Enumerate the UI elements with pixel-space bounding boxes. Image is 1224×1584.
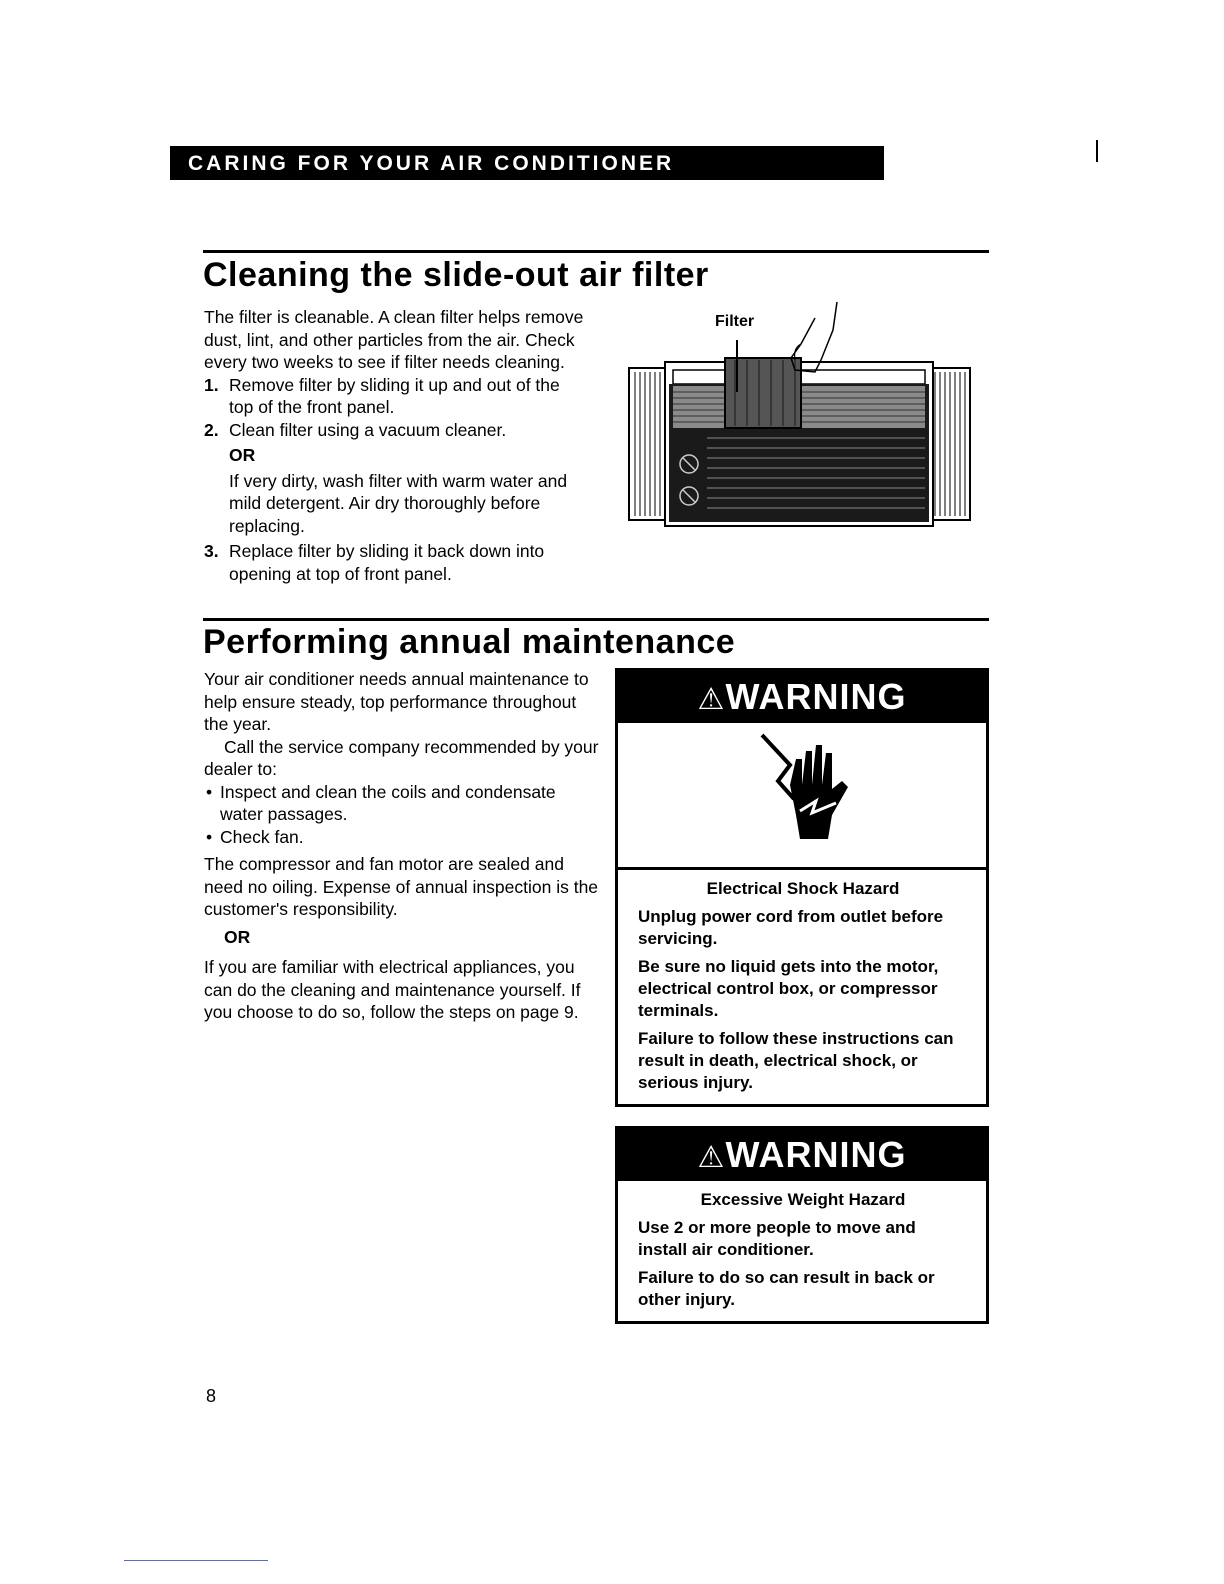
step-item [204, 374, 584, 419]
margin-mark [1096, 140, 1098, 162]
section-rule [203, 250, 989, 253]
warning-header [618, 1129, 986, 1181]
bullet-item [204, 781, 599, 826]
step-item [204, 419, 584, 538]
warning-line: Use 2 or more people to move and install air conditioner. [638, 1218, 916, 1259]
weight-warning-box [615, 1126, 989, 1324]
bullet-text: Inspect and clean the coils and condensate water passages. [220, 781, 556, 824]
maintenance-diy: If you are familiar with electrical appliances, you can do the cleaning and maintenance yourself. If you choose to do so, follow the steps on page 9. [204, 957, 581, 1022]
warning-header [618, 671, 986, 723]
filter-label: Filter [715, 313, 755, 330]
warning-line: Failure to do so can result in back or other injury. [638, 1268, 935, 1309]
bullet-text: Check fan. [220, 826, 304, 847]
maintenance-instructions [204, 668, 599, 1024]
or-label: OR [224, 926, 251, 947]
electrical-warning-box [615, 668, 989, 1107]
bullet-dot: • [206, 826, 213, 847]
maintenance-bullets [204, 781, 599, 849]
or-label: OR [229, 445, 256, 465]
page-number: 8 [206, 1386, 217, 1406]
warning-heading: WARNING [725, 676, 907, 717]
air-conditioner-illustration [625, 300, 975, 530]
filter-section-title: Cleaning the slide-out air filter [203, 256, 709, 294]
warning-line: Unplug power cord from outlet before servicing. [638, 907, 944, 948]
section-rule [203, 618, 989, 621]
section-banner: CARING FOR YOUR AIR CONDITIONER [170, 146, 884, 180]
shock-illustration-area [618, 723, 986, 870]
alt-step-text: If very dirty, wash filter with warm water and mild detergent. Air dry thoroughly before replacing. [229, 470, 568, 536]
hazard-type: Electrical Shock Hazard [706, 879, 900, 898]
step-number: 1. [204, 374, 219, 395]
maintenance-call: Call the service company recommended by your dealer to: [204, 736, 599, 779]
step-text: Clean filter using a vacuum cleaner. [229, 419, 507, 440]
step-item [204, 540, 584, 585]
electric-shock-hand-icon [756, 729, 866, 859]
bullet-item [204, 826, 599, 849]
warning-body [618, 1181, 986, 1321]
filter-steps [204, 374, 584, 586]
step-number: 3. [204, 541, 219, 561]
warning-line: Be sure no liquid gets into the motor, electrical control box, or compressor terminals. [638, 957, 939, 1020]
bullet-dot: • [206, 781, 213, 802]
warning-body [618, 870, 986, 1104]
maintenance-intro: Your air conditioner needs annual maintenance to help ensure steady, top performance throughout the year. [204, 669, 589, 734]
hazard-type: Excessive Weight Hazard [700, 1190, 906, 1209]
step-number: 2. [204, 419, 219, 440]
maintenance-section-title: Performing annual maintenance [203, 623, 736, 661]
warning-heading: WARNING [725, 1134, 907, 1175]
warning-triangle-icon: ⚠ [697, 1141, 726, 1174]
warning-line: Failure to follow these instructions can result in death, electrical shock, or serious injury. [638, 1029, 954, 1092]
step-text: Replace filter by sliding it back down into opening at top of front panel. [229, 541, 545, 584]
filter-instructions [204, 306, 584, 585]
filter-intro: The filter is cleanable. A clean filter helps remove dust, lint, and other particles from the air. Check every two weeks to see if filter needs cleaning. [204, 307, 584, 372]
maintenance-sealed: The compressor and fan motor are sealed and need no oiling. Expense of annual inspection is the customer's responsibility. [204, 854, 599, 919]
warning-triangle-icon: ⚠ [697, 683, 726, 716]
bottom-divider [124, 1560, 268, 1561]
step-text: Remove filter by sliding it up and out of the top of the front panel. [229, 374, 560, 417]
